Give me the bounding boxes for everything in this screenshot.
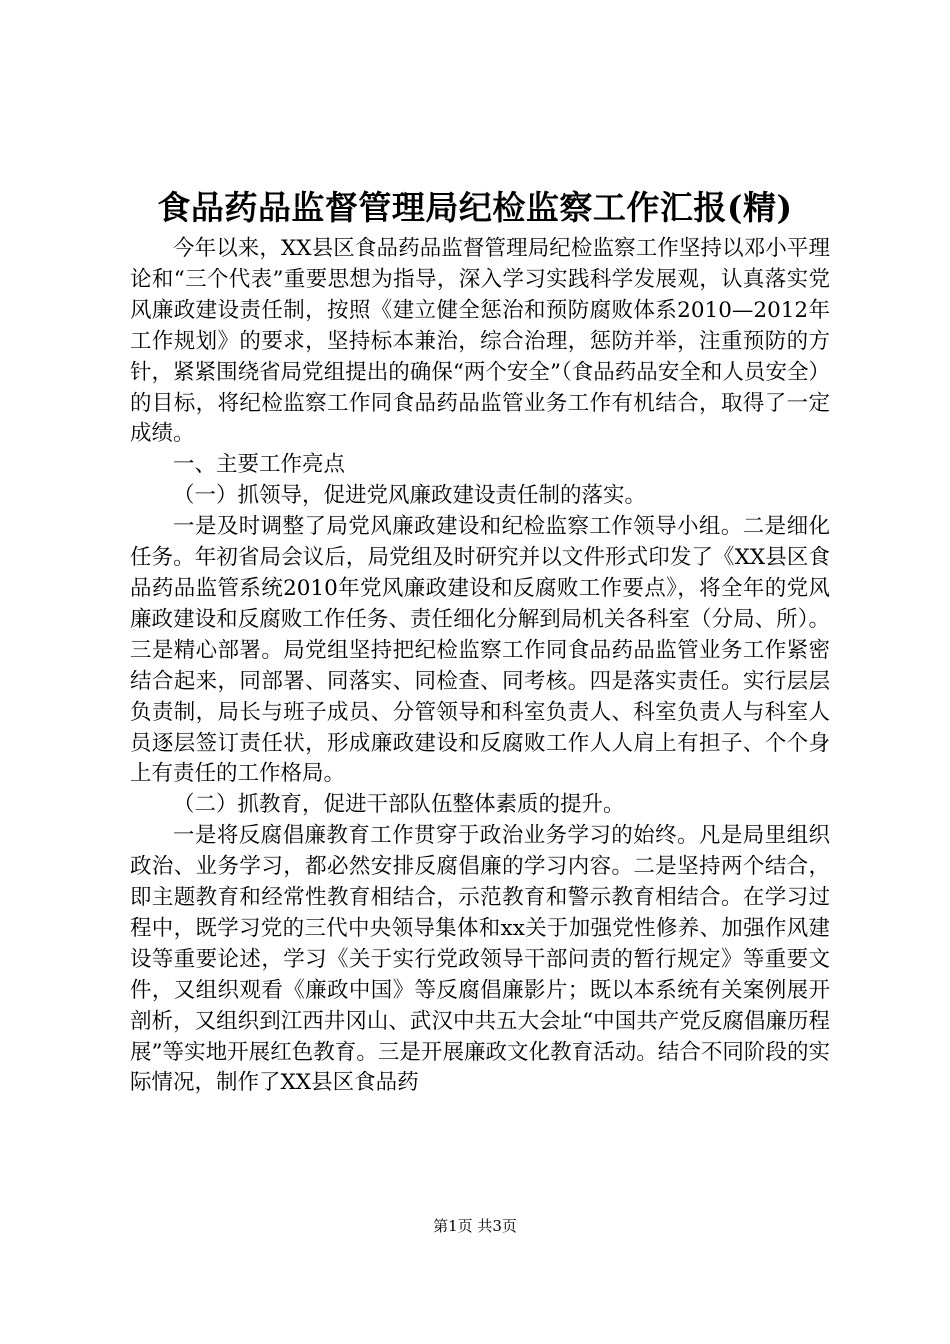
- paragraph-intro: 今年以来，XX县区食品药品监督管理局纪检监察工作坚持以邓小平理论和“三个代表”重要思想为指导，深入学习实践科学发展观，认真落实党风廉政建设责任制，按照《建立健全惩治和预防腐败体系2010—2012年工作规划》的要求，坚持标本兼治，综合治理，惩防并举，注重预防的方针，紧紧围绕省局党组提出的确保“两个安全”（食品药品安全和人员安全）的目标，将纪检监察工作同食品药品监管业务工作有机结合，取得了一定成绩。: [130, 236, 830, 447]
- subsection-heading-education: （二）抓教育，促进干部队伍整体素质的提升。: [173, 792, 625, 818]
- page-footer: 第1页 共3页: [433, 1217, 517, 1235]
- document-title: 食品药品监督管理局纪检监察工作汇报(精): [157, 188, 793, 227]
- section-heading-highlights: 一、主要工作亮点: [173, 452, 346, 478]
- paragraph-leadership: 一是及时调整了局党风廉政建设和纪检监察工作领导小组。二是细化任务。年初省局会议后，局党组及时研究并以文件形式印发了《XX县区食品药品监管系统2010年党风廉政建设和反腐败工作要点》，将全年的党风廉政建设和反腐败工作任务、责任细化分解到局机关各科室（分局、所）。三是精心部署。局党组坚持把纪检监察工作同食品药品监管业务工作紧密结合起来，同部署、同落实、同检查、同考核。四是落实责任。实行层层负责制，局长与班子成员、分管领导和科室负责人、科室负责人与科室人员逐层签订责任状，形成廉政建设和反腐败工作人人肩上有担子、个个身上有责任的工作格局。: [130, 514, 830, 787]
- paragraph-education: 一是将反腐倡廉教育工作贯穿于政治业务学习的始终。凡是局里组织政治、业务学习，都必然安排反腐倡廉的学习内容。二是坚持两个结合，即主题教育和经常性教育相结合，示范教育和警示教育相结合。在学习过程中，既学习党的三代中央领导集体和xx关于加强党性修养、加强作风建设等重要论述，学习《关于实行党政领导干部问责的暂行规定》等重要文件，又组织观看《廉政中国》等反腐倡廉影片；既以本系统有关案例展开剖析，又组织到江西井冈山、武汉中共五大会址“中国共产党反腐倡廉历程展”等实地开展红色教育。三是开展廉政文化教育活动。结合不同阶段的实际情况，制作了XX县区食品药: [130, 823, 830, 1096]
- subsection-heading-leadership: （一）抓领导，促进党风廉政建设责任制的落实。: [173, 483, 647, 509]
- document-body: [130, 234, 830, 1099]
